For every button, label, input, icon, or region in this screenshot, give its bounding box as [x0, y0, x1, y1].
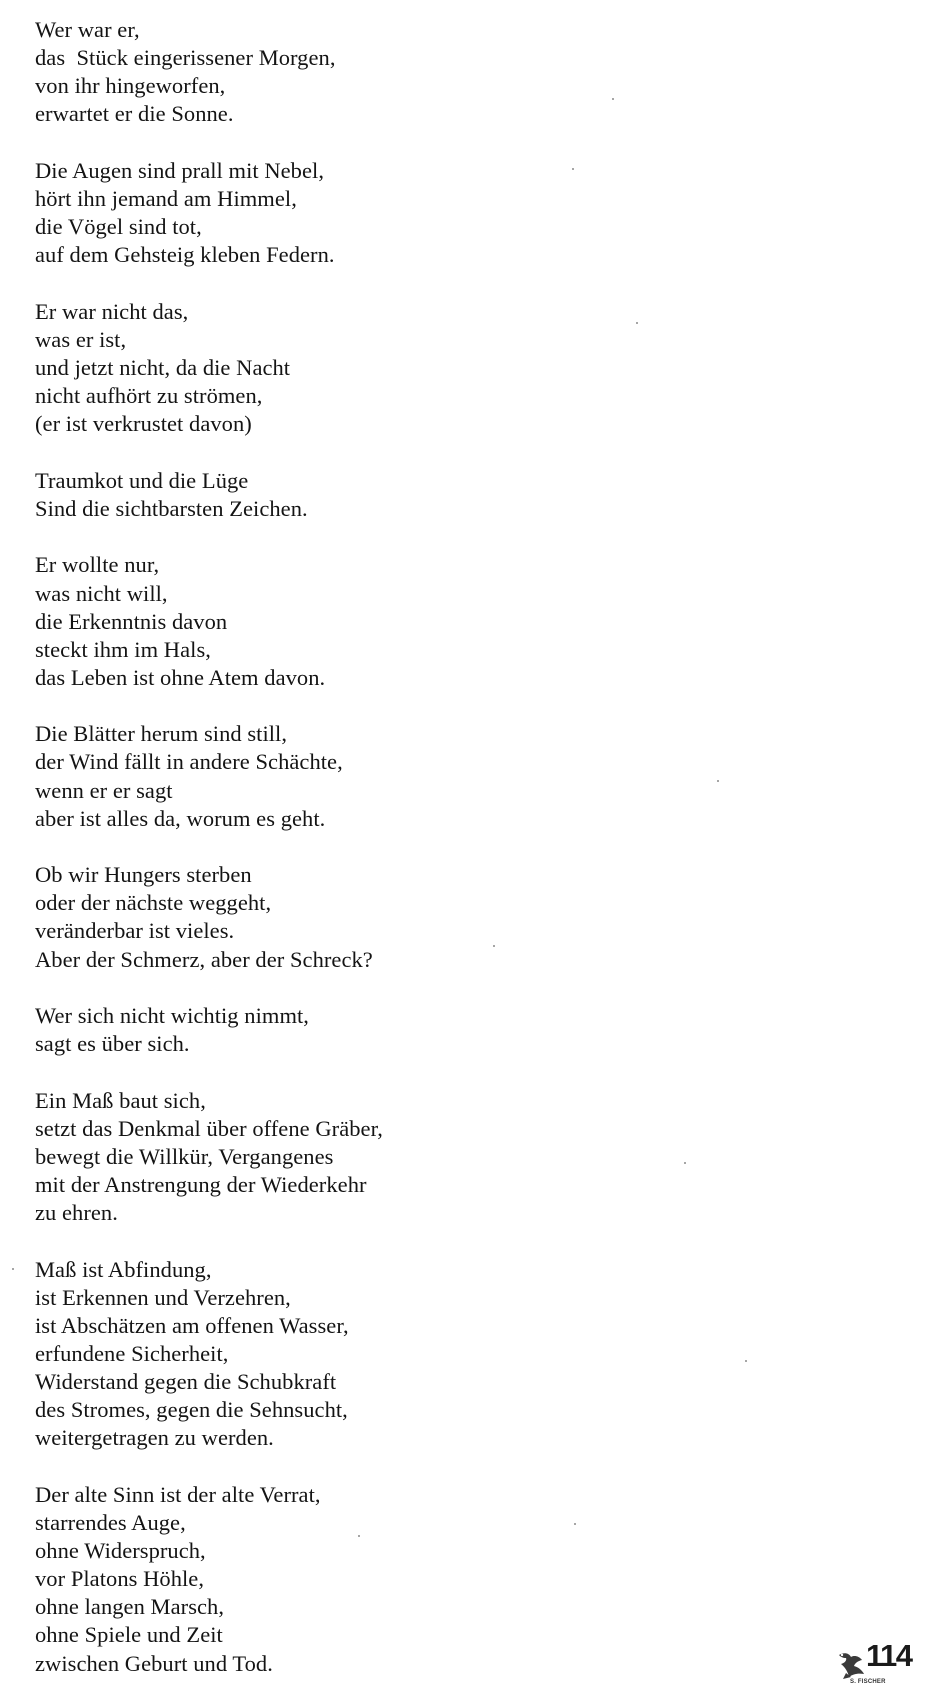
poem-line: steckt ihm im Hals,: [35, 636, 211, 662]
poem-line: setzt das Denkmal über offene Gräber,: [35, 1115, 383, 1141]
poem-line: erfundene Sicherheit,: [35, 1341, 229, 1367]
stanza: [35, 1481, 595, 1678]
stanza: [35, 157, 595, 269]
stanza: [35, 551, 595, 691]
poem-body: [35, 16, 595, 1706]
scan-speck: [745, 1360, 747, 1362]
page-footer: [836, 1638, 920, 1689]
poem-line: was nicht will,: [35, 580, 168, 606]
stanza: [35, 861, 595, 973]
poem-line: Ein Maß baut sich,: [35, 1087, 206, 1113]
poem-line: von ihr hingeworfen,: [35, 73, 226, 99]
scan-speck: [574, 1523, 576, 1525]
poem-line: Er wollte nur,: [35, 552, 160, 578]
scan-speck: [684, 1162, 686, 1164]
poem-line: was er ist,: [35, 326, 127, 352]
stanza: [35, 1087, 595, 1227]
poem-line: Die Blätter herum sind still,: [35, 721, 288, 747]
scan-speck: [493, 945, 495, 947]
stanza: [35, 298, 595, 438]
scan-speck: [717, 780, 719, 782]
poem-line: aber ist alles da, worum es geht.: [35, 805, 326, 831]
poem-line: bewegt die Willkür, Vergangenes: [35, 1144, 334, 1169]
poem-line: Er war nicht das,: [35, 298, 189, 324]
stanza: [35, 16, 595, 128]
scan-speck: [572, 168, 574, 170]
poem-line: ohne Spiele und Zeit: [35, 1622, 223, 1648]
poem-line: veränderbar ist vieles.: [35, 918, 235, 944]
poem-line: vor Platons Höhle,: [35, 1566, 205, 1592]
poem-line: Aber der Schmerz, aber der Schreck?: [35, 946, 373, 972]
poem-line: (er ist verkrustet davon): [35, 411, 252, 437]
poem-line: Maß ist Abfindung,: [35, 1256, 212, 1282]
poem-line: Wer war er,: [35, 17, 140, 42]
scan-speck: [12, 1268, 14, 1270]
poem-line: zu ehren.: [35, 1200, 118, 1226]
poem-line: erwartet er die Sonne.: [35, 101, 234, 127]
poem-line: Widerstand gegen die Schubkraft: [35, 1369, 337, 1395]
poem-line: zwischen Geburt und Tod.: [35, 1650, 273, 1676]
stanza: [35, 1256, 595, 1453]
poem-line: weitergetragen zu werden.: [35, 1425, 274, 1451]
poem-line: mit der Anstrengung der Wiederkehr: [35, 1172, 367, 1198]
stanza: [35, 720, 595, 832]
poem-line: das Stück eingerissener Morgen,: [35, 45, 336, 71]
scan-speck: [636, 322, 638, 324]
publisher-label: S. FISCHER: [850, 1679, 886, 1685]
poem-line: Sind die sichtbarsten Zeichen.: [35, 495, 308, 521]
poem-line: ohne langen Marsch,: [35, 1594, 225, 1620]
poem-line: Wer sich nicht wichtig nimmt,: [35, 1003, 309, 1029]
poem-line: ohne Widerspruch,: [35, 1538, 206, 1564]
poem-line: nicht aufhört zu strömen,: [35, 383, 263, 409]
poem-line: Der alte Sinn ist der alte Verrat,: [35, 1481, 321, 1507]
poem-line: sagt es über sich.: [35, 1031, 190, 1057]
poem-line: starrendes Auge,: [35, 1510, 186, 1536]
poem-line: auf dem Gehsteig kleben Federn.: [35, 242, 335, 268]
stanza: [35, 1002, 595, 1058]
poem-line: und jetzt nicht, da die Nacht: [35, 354, 291, 380]
poem-line: der Wind fällt in andere Schächte,: [35, 749, 343, 775]
poem-line: die Erkenntnis davon: [35, 608, 228, 634]
poem-line: ist Abschätzen am offenen Wasser,: [35, 1312, 349, 1338]
poem-line: wenn er er sagt: [35, 777, 173, 803]
fischer-logo-icon: [836, 1643, 868, 1683]
poem-line: Ob wir Hungers sterben: [35, 862, 252, 888]
poem-line: die Vögel sind tot,: [35, 214, 202, 240]
poem-line: Traumkot und die Lüge: [35, 467, 249, 493]
poem-line: des Stromes, gegen die Sehnsucht,: [35, 1397, 348, 1423]
scan-speck: [358, 1535, 360, 1537]
poem-line: ist Erkennen und Verzehren,: [35, 1284, 291, 1310]
poem-line: das Leben ist ohne Atem davon.: [35, 664, 326, 690]
poem-line: hört ihn jemand am Himmel,: [35, 185, 297, 211]
stanza: [35, 467, 595, 523]
page-number: 114: [866, 1638, 912, 1673]
scan-speck: [612, 98, 614, 100]
poem-line: oder der nächste weggeht,: [35, 890, 272, 916]
poem-line: Die Augen sind prall mit Nebel,: [35, 157, 324, 183]
